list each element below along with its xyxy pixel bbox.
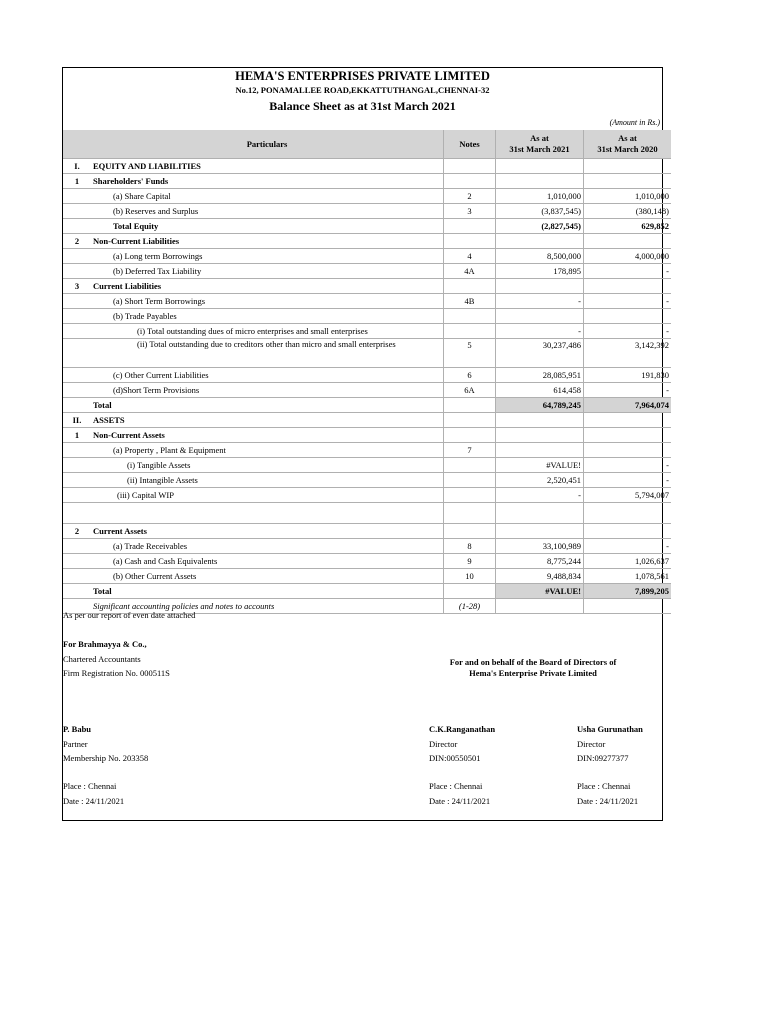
audit-firm-type: Chartered Accountants	[63, 654, 141, 664]
row-number	[63, 569, 91, 584]
row-amount-2021: 1,010,000	[496, 189, 584, 204]
row-note: 6	[444, 368, 496, 383]
row-amount-2021: -	[496, 324, 584, 339]
signatory-name: P. Babu	[63, 724, 92, 734]
row-particulars: Current Assets	[91, 524, 444, 539]
col-header-previous-line1: As at	[618, 133, 637, 143]
row-particulars: (i) Tangible Assets	[91, 458, 444, 473]
table-row	[63, 554, 671, 569]
row-number	[63, 204, 91, 219]
row-amount-2021: -	[496, 294, 584, 309]
board-line-2: Hema's Enterprise Private Limited	[469, 668, 597, 678]
table-header-row	[63, 130, 671, 159]
row-amount-2020	[584, 599, 672, 614]
row-number	[63, 488, 91, 503]
row-note	[444, 174, 496, 189]
statement-title: Balance Sheet as at 31st March 2021	[269, 99, 456, 113]
row-note: 7	[444, 443, 496, 458]
row-amount-2021	[496, 174, 584, 189]
signatory-id: DIN:09277377	[577, 753, 629, 763]
signatory-role: Director	[577, 739, 606, 749]
row-amount-2020: (380,148)	[584, 204, 672, 219]
row-amount-2020: 629,852	[584, 219, 672, 234]
row-note	[444, 159, 496, 174]
row-number	[63, 584, 91, 599]
row-amount-2020: 1,078,561	[584, 569, 672, 584]
row-particulars: (a) Short Term Borrowings	[91, 294, 444, 309]
balance-sheet-frame	[62, 67, 669, 821]
table-row	[63, 443, 671, 458]
table-row	[63, 264, 671, 279]
row-particulars: ASSETS	[91, 413, 444, 428]
row-number: II.	[63, 413, 91, 428]
row-particulars: (ii) Intangible Assets	[91, 473, 444, 488]
row-amount-2020	[584, 279, 672, 294]
row-amount-2020	[584, 309, 672, 324]
row-note: 4B	[444, 294, 496, 309]
signatory-id: Membership No. 203358	[63, 753, 149, 763]
col-header-no	[63, 130, 91, 159]
row-number	[63, 294, 91, 309]
row-particulars: (b) Deferred Tax Liability	[91, 264, 444, 279]
signatory-role: Partner	[63, 739, 88, 749]
table-row	[63, 539, 671, 554]
row-amount-2021	[496, 428, 584, 443]
row-number	[63, 324, 91, 339]
signatory-place: Place : Chennai	[63, 781, 117, 791]
row-amount-2020	[584, 234, 672, 249]
row-note: 8	[444, 539, 496, 554]
signatory-name: C.K.Ranganathan	[429, 724, 496, 734]
row-amount-2020	[584, 524, 672, 539]
col-header-notes: Notes	[444, 130, 496, 159]
row-amount-2021	[496, 413, 584, 428]
row-amount-2020: -	[584, 539, 672, 554]
row-amount-2020: 191,830	[584, 368, 672, 383]
row-number	[63, 503, 91, 524]
row-note: 4	[444, 249, 496, 264]
row-amount-2020: 7,964,074	[584, 398, 672, 413]
row-amount-2021	[496, 599, 584, 614]
row-note: 10	[444, 569, 496, 584]
col-header-particulars: Particulars	[91, 130, 444, 159]
row-amount-2021	[496, 234, 584, 249]
signatory-date: Date : 24/11/2021	[429, 796, 491, 806]
table-row	[63, 488, 671, 503]
table-row	[63, 324, 671, 339]
row-note: 4A	[444, 264, 496, 279]
row-amount-2020	[584, 428, 672, 443]
signatory-date: Date : 24/11/2021	[577, 796, 639, 806]
row-number	[63, 264, 91, 279]
row-number	[63, 219, 91, 234]
table-row	[63, 339, 671, 368]
row-particulars: Significant accounting policies and notes to accounts	[91, 599, 444, 614]
row-amount-2020: -	[584, 383, 672, 398]
col-header-previous-line2: 31st March 2020	[597, 144, 658, 154]
row-note	[444, 279, 496, 294]
row-particulars: (a) Share Capital	[91, 189, 444, 204]
row-amount-2020: -	[584, 294, 672, 309]
row-note: 5	[444, 339, 496, 368]
row-note	[444, 234, 496, 249]
row-amount-2021: 178,895	[496, 264, 584, 279]
table-row	[63, 234, 671, 249]
row-number	[63, 383, 91, 398]
table-row	[63, 249, 671, 264]
row-number	[63, 309, 91, 324]
row-particulars: (c) Other Current Liabilities	[91, 368, 444, 383]
row-note	[444, 584, 496, 599]
table-row	[63, 204, 671, 219]
row-note	[444, 428, 496, 443]
row-particulars: Non-Current Liabilities	[91, 234, 444, 249]
row-note	[444, 398, 496, 413]
row-note: 9	[444, 554, 496, 569]
company-address: No.12, PONAMALLEE ROAD,EKKATTUTHANGAL,CHENNAI-32	[235, 85, 490, 95]
row-number	[63, 368, 91, 383]
row-number	[63, 339, 91, 368]
row-number	[63, 249, 91, 264]
row-note	[444, 524, 496, 539]
row-amount-2021	[496, 503, 584, 524]
row-note: 2	[444, 189, 496, 204]
row-amount-2020: 7,899,205	[584, 584, 672, 599]
signatory-id: DIN:00550501	[429, 753, 481, 763]
row-particulars: Total	[91, 584, 444, 599]
table-row	[63, 174, 671, 189]
row-amount-2020: 5,794,007	[584, 488, 672, 503]
row-number: 2	[63, 234, 91, 249]
table-row	[63, 398, 671, 413]
row-amount-2020: 4,000,000	[584, 249, 672, 264]
row-particulars: (a) Cash and Cash Equivalents	[91, 554, 444, 569]
table-row	[63, 279, 671, 294]
row-number	[63, 554, 91, 569]
balance-sheet-table	[63, 130, 671, 614]
row-particulars: (a) Trade Receivables	[91, 539, 444, 554]
row-amount-2021: 614,458	[496, 383, 584, 398]
row-number	[63, 189, 91, 204]
table-row	[63, 473, 671, 488]
row-particulars: Total	[91, 398, 444, 413]
row-amount-2021: 8,500,000	[496, 249, 584, 264]
row-note	[444, 473, 496, 488]
row-amount-2021	[496, 159, 584, 174]
row-note: 6A	[444, 383, 496, 398]
signatory-place: Place : Chennai	[577, 781, 631, 791]
row-note	[444, 458, 496, 473]
row-particulars: Current Liabilities	[91, 279, 444, 294]
row-amount-2021: 33,100,989	[496, 539, 584, 554]
row-amount-2021	[496, 279, 584, 294]
row-particulars: (i) Total outstanding dues of micro enterprises and small enterprises	[91, 324, 444, 339]
row-particulars: (b) Other Current Assets	[91, 569, 444, 584]
row-note	[444, 324, 496, 339]
row-note	[444, 219, 496, 234]
row-amount-2021: -	[496, 488, 584, 503]
row-amount-2021: (2,827,545)	[496, 219, 584, 234]
row-particulars: (b) Reserves and Surplus	[91, 204, 444, 219]
audit-firm-name: For Brahmayya & Co.,	[63, 639, 147, 649]
row-particulars: Shareholders' Funds	[91, 174, 444, 189]
company-name: HEMA'S ENTERPRISES PRIVATE LIMITED	[235, 69, 490, 83]
row-particulars: Non-Current Assets	[91, 428, 444, 443]
row-amount-2020: 1,010,000	[584, 189, 672, 204]
table-row	[63, 219, 671, 234]
row-note	[444, 503, 496, 524]
row-particulars: (a) Property , Plant & Equipment	[91, 443, 444, 458]
row-amount-2021: 2,520,451	[496, 473, 584, 488]
row-number	[63, 473, 91, 488]
row-amount-2021: 64,789,245	[496, 398, 584, 413]
row-amount-2020	[584, 443, 672, 458]
row-amount-2020: 1,026,637	[584, 554, 672, 569]
table-row	[63, 458, 671, 473]
row-amount-2021: 8,775,244	[496, 554, 584, 569]
table-row	[63, 524, 671, 539]
row-amount-2020: -	[584, 458, 672, 473]
row-particulars: (b) Trade Payables	[91, 309, 444, 324]
row-note: (1-28)	[444, 599, 496, 614]
row-amount-2020	[584, 159, 672, 174]
table-row	[63, 159, 671, 174]
row-note	[444, 413, 496, 428]
row-amount-2020: -	[584, 264, 672, 279]
row-number	[63, 443, 91, 458]
row-number: 3	[63, 279, 91, 294]
row-particulars: (iii) Capital WIP	[91, 488, 444, 503]
row-particulars	[91, 503, 444, 524]
row-number: I.	[63, 159, 91, 174]
audit-firm-registration: Firm Registration No. 000511S	[63, 668, 170, 678]
row-amount-2020	[584, 174, 672, 189]
table-row	[63, 413, 671, 428]
table-row	[63, 189, 671, 204]
signatory-place: Place : Chennai	[429, 781, 483, 791]
signatory-role: Director	[429, 739, 458, 749]
audit-report-line: As per our report of even date attached	[63, 610, 196, 620]
table-row	[63, 368, 671, 383]
col-header-current-year	[496, 130, 584, 159]
row-note: 3	[444, 204, 496, 219]
row-number	[63, 458, 91, 473]
board-line-1: For and on behalf of the Board of Directors of	[449, 657, 617, 667]
row-amount-2021: 9,488,834	[496, 569, 584, 584]
row-number: 2	[63, 524, 91, 539]
row-amount-2021: 28,085,951	[496, 368, 584, 383]
table-row	[63, 569, 671, 584]
table-row	[63, 584, 671, 599]
table-row	[63, 383, 671, 398]
col-header-current-line2: 31st March 2021	[509, 144, 570, 154]
row-amount-2020: -	[584, 473, 672, 488]
table-row	[63, 294, 671, 309]
row-amount-2021: #VALUE!	[496, 458, 584, 473]
amount-unit-note: (Amount in Rs.)	[609, 118, 660, 127]
row-amount-2020: -	[584, 324, 672, 339]
table-row	[63, 428, 671, 443]
row-amount-2021: (3,837,545)	[496, 204, 584, 219]
row-amount-2020	[584, 503, 672, 524]
row-amount-2021: 30,237,486	[496, 339, 584, 368]
row-amount-2021	[496, 443, 584, 458]
row-number: 1	[63, 174, 91, 189]
row-number: 1	[63, 428, 91, 443]
row-amount-2020	[584, 413, 672, 428]
row-particulars: (ii) Total outstanding due to creditors other than micro and small enterprises	[91, 339, 444, 368]
table-row	[63, 503, 671, 524]
table-row	[63, 309, 671, 324]
row-amount-2021	[496, 309, 584, 324]
col-header-current-line1: As at	[530, 133, 549, 143]
signatory-name: Usha Gurunathan	[577, 724, 643, 734]
row-number	[63, 398, 91, 413]
row-amount-2020: 3,142,392	[584, 339, 672, 368]
row-particulars: (d)Short Term Provisions	[91, 383, 444, 398]
row-amount-2021	[496, 524, 584, 539]
row-note	[444, 309, 496, 324]
signatory-date: Date : 24/11/2021	[63, 796, 125, 806]
row-amount-2021: #VALUE!	[496, 584, 584, 599]
row-number	[63, 539, 91, 554]
row-note	[444, 488, 496, 503]
row-particulars: (a) Long term Borrowings	[91, 249, 444, 264]
col-header-previous-year	[584, 130, 672, 159]
row-particulars: Total Equity	[91, 219, 444, 234]
row-particulars: EQUITY AND LIABILITIES	[91, 159, 444, 174]
